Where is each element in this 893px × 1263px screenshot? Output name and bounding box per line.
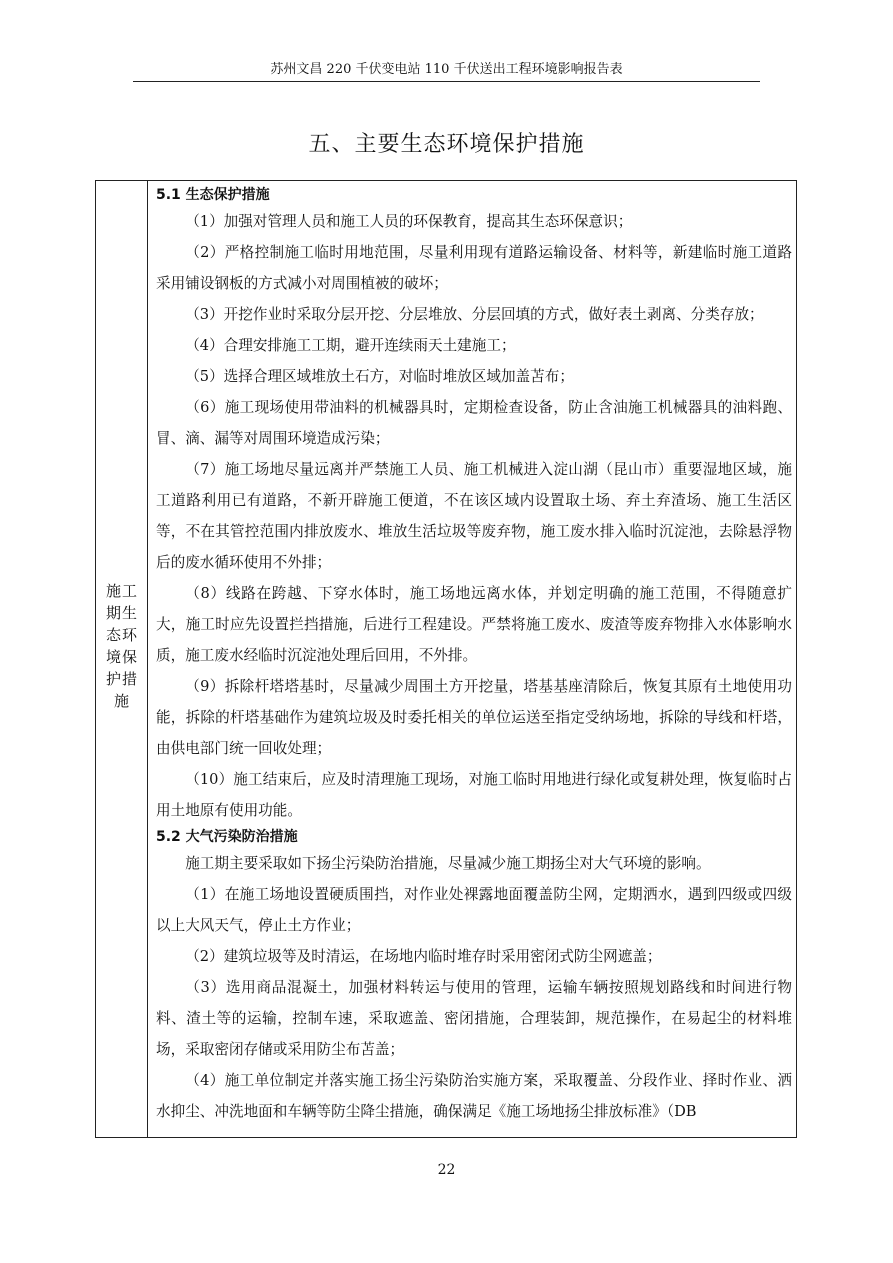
measure-paragraph: （2）严格控制施工临时用地范围，尽量利用现有道路运输设备、材料等，新建临时施工道路采用铺设钢板的方式减小对周围植被的破坏； (156, 244, 792, 292)
measure-paragraph: （7）施工场地尽量远离并严禁施工人员、施工机械进入淀山湖（昆山市）重要湿地区域，施工道路利用已有道路，不新开辟施工便道，不在该区域内设置取土场、弃土弃渣场、施工生活区等，不在其管控范围内排放废水、堆放生活垃圾等废弃物，施工废水排入临时沉淀池，去除悬浮物后的废水循环使用不外排； (156, 461, 792, 571)
measure-paragraph: （1）加强对管理人员和施工人员的环保教育，提高其生态环保意识； (185, 213, 633, 230)
measure-paragraph: （3）开挖作业时采取分层开挖、分层堆放、分层回填的方式，做好表土剥离、分类存放； (185, 306, 764, 323)
measure-paragraph: （5）选择合理区域堆放土石方，对临时堆放区域加盖苫布； (185, 368, 574, 385)
measure-paragraph: （9）拆除杆塔塔基时，尽量减少周围土方开挖量，塔基基座清除后，恢复其原有土地使用功能，拆除的杆塔基础作为建筑垃圾及时委托相关的单位运送至指定受纳场地，拆除的导线和杆塔，由供电部门统一回收处理； (156, 678, 792, 757)
category-cell (96, 181, 148, 1137)
measures-content (156, 184, 792, 1127)
page-title: 五、主要生态环境保护措施 (308, 132, 585, 157)
measure-paragraph: （4）合理安排施工工期，避开连续雨天土建施工； (185, 337, 516, 354)
section-heading: 5.2 大气污染防治措施 (156, 829, 298, 845)
measure-paragraph: （6）施工现场使用带油料的机械器具时，定期检查设备，防止含油施工机械器具的油料跑、冒、滴、漏等对周围环境造成污染； (156, 399, 792, 447)
measure-paragraph: （3）选用商品混凝土，加强材料转运与使用的管理，运输车辆按照规划路线和时间进行物料、渣土等的运输，控制车速，采取遮盖、密闭措施，合理装卸，规范操作，在易起尘的材料堆场，采取密闭存储或采用防尘布苫盖； (156, 979, 792, 1058)
measure-paragraph: （4）施工单位制定并落实施工扬尘污染防治实施方案，采取覆盖、分段作业、择时作业、洒水抑尘、冲洗地面和车辆等防尘降尘措施，确保满足《施工场地扬尘排放标准》（DB (156, 1072, 792, 1120)
measure-paragraph: （10）施工结束后，应及时清理施工现场，对施工临时用地进行绿化或复耕处理，恢复临时占用土地原有使用功能。 (156, 771, 792, 819)
section-heading: 5.1 生态保护措施 (156, 187, 270, 203)
category-label: 施工期生态环境保护措施 (105, 582, 138, 710)
measure-paragraph: （1）在施工场地设置硬质围挡，对作业处裸露地面覆盖防尘网，定期洒水，遇到四级或四级以上大风天气，停止土方作业； (156, 886, 792, 934)
running-header: 苏州文昌 220 千伏变电站 110 千伏送出工程环境影响报告表 (133, 61, 760, 82)
measures-table (95, 180, 797, 1138)
measure-paragraph: （8）线路在跨越、下穿水体时，施工场地远离水体，并划定明确的施工范围，不得随意扩大，施工时应先设置拦挡措施，后进行工程建设。严禁将施工废水、废渣等废弃物排入水体影响水质，施工废水经临时沉淀池处理后回用，不外排。 (156, 585, 792, 664)
page-number: 22 (437, 1162, 456, 1178)
measure-paragraph: 施工期主要采取如下扬尘污染防治措施，尽量减少施工期扬尘对大气环境的影响。 (185, 855, 711, 872)
measure-paragraph: （2）建筑垃圾等及时清运，在场地内临时堆存时采用密闭式防尘网遮盖； (185, 948, 662, 965)
